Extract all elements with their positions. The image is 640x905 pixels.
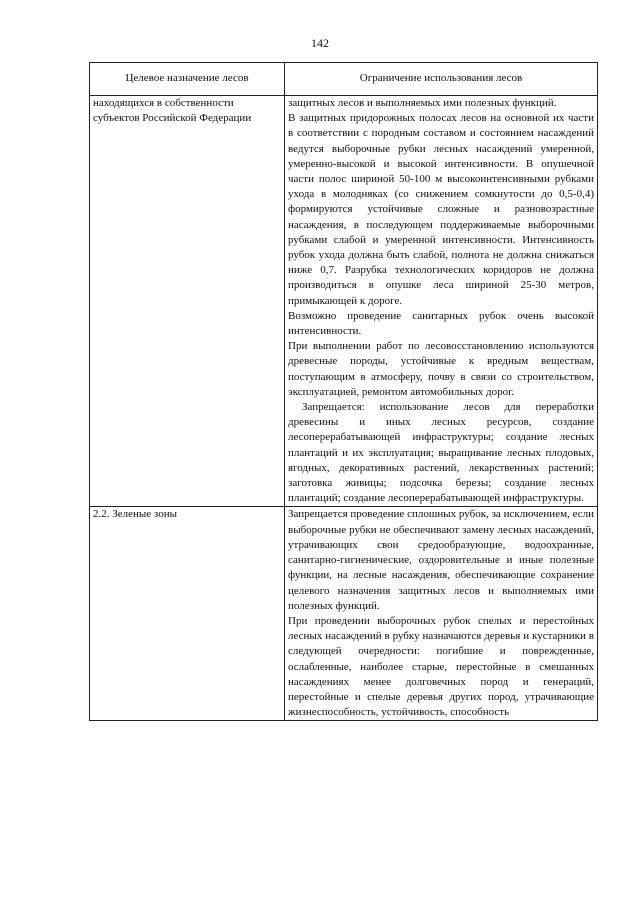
- restriction-paragraph: При проведении выборочных рубок спелых и перестойных лесных насаждений в рубку назначаются деревья и кустарники в следующей очередности: погибшие и поврежденные, ослабленные, наиболее старые, перестойные в смешанных насаждениях менее долговечных пород и генераций, перестойные и спелые деревья других пород, утрачивающие жизнеспособность, устойчивость, способность: [288, 614, 594, 719]
- restriction-paragraph: Запрещается проведение сплошных рубок, за исключением, если выборочные рубки не обеспечивают замену лесных насаждений, утрачивающих свои средообразующие, водоохранные, санитарно-гигиенические, оздоровительные и иные полезные функции, на лесные насаждения, обеспечивающие сохранение целевого назначения защитных лесов и выполняемых ими полезных функций.: [288, 508, 594, 612]
- restriction-paragraph: Возможно проведение санитарных рубок очень высокой интенсивности.: [288, 309, 594, 338]
- table-row: [90, 507, 598, 721]
- row-purpose-cell: находящихся в собственности субъектов Российской Федерации: [90, 96, 285, 507]
- table-row: [90, 96, 598, 507]
- restriction-paragraph: При выполнении работ по лесовосстановлению используются древесные породы, устойчивые к вредным веществам, поступающим в атмосферу, почву в связи со строительством, эксплуатацией, ремонтом автомобильных дорог.: [288, 340, 594, 398]
- row-restriction-cell: [285, 507, 598, 721]
- restrictions-table: [89, 62, 598, 721]
- page-number: 142: [311, 36, 329, 50]
- restriction-paragraph: В защитных придорожных полосах лесов на основной их части в соответствии с породным составом и состоянием насаждений ведутся выборочные рубки лесных насаждений умеренной, умеренно-высокой и высокой интенсивности. В опушечной части полос шириной 50-100 м высокоинтенсивными рубками ухода в молодняках (со снижением сомкнутости до 0,5-0,4) формируются устойчивые сложные и разновозрастные насаждения, в последующем поддерживаемые выборочными рубками слабой и умеренной интенсивности. Интенсивность рубок ухода должна быть слабой, полнота не должна снижаться ниже 0,7. Разрубка технологических коридоров не должна производиться в опушке леса шириной 25-30 метров, примыкающей к дороге.: [288, 112, 594, 307]
- header-purpose: Целевое назначение лесов: [90, 63, 285, 96]
- header-restriction: Ограничение использования лесов: [285, 63, 598, 96]
- restriction-paragraph: защитных лесов и выполняемых ими полезных функций.: [288, 97, 557, 109]
- table-header-row: [90, 63, 598, 96]
- restriction-paragraph: Запрещается: использование лесов для переработки древесины и иных лесных ресурсов, создание лесоперерабатывающей инфраструктуры; создание лесных плантаций и их эксплуатация; выращивание лесных плодовых, ягодных, декоративных растений, лекарственных растений; заготовка живицы; подсочка березы; создание лесных плантаций; создание лесоперерабатывающей инфраструктуры.: [288, 401, 594, 505]
- row-purpose-cell: 2.2. Зеленые зоны: [90, 507, 285, 721]
- row-restriction-cell: [285, 96, 598, 507]
